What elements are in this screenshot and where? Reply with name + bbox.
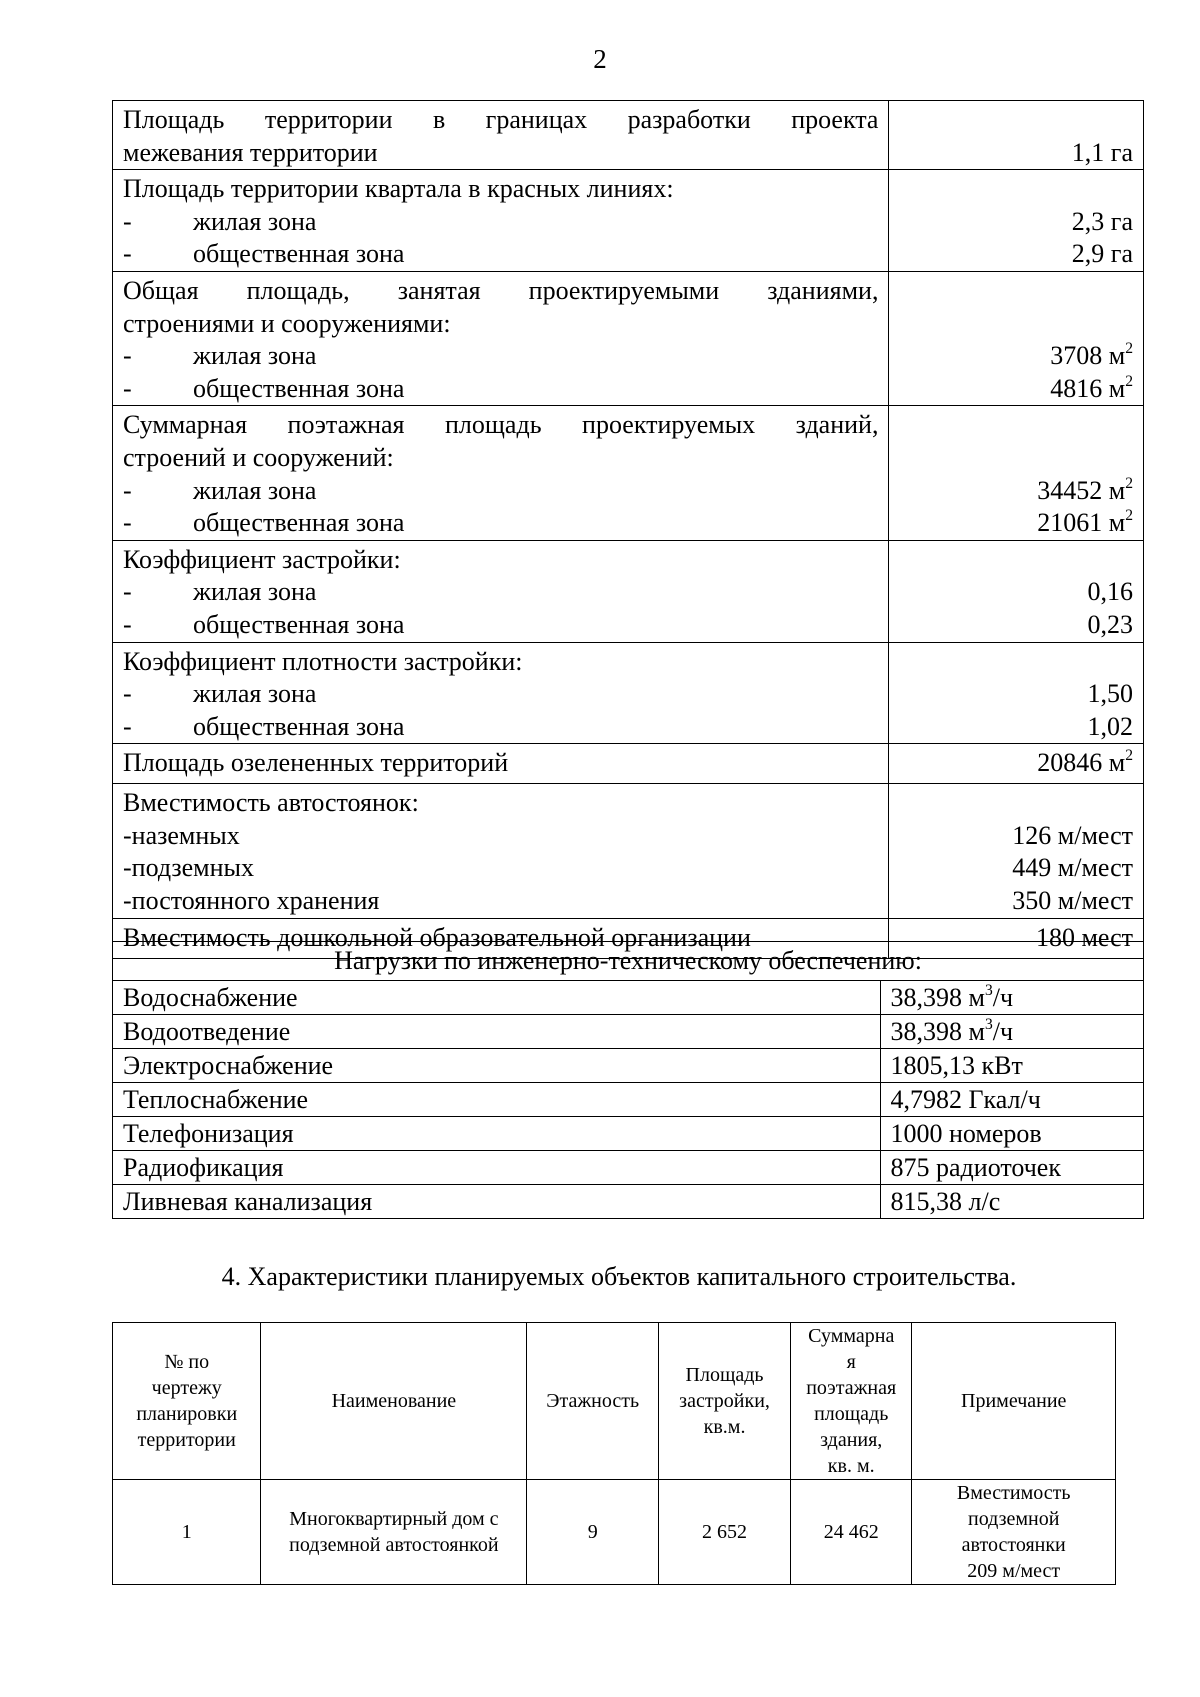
table-header-row xyxy=(113,1323,1116,1480)
label-cell xyxy=(113,784,889,918)
label-line: Площадь озелененных территорий xyxy=(123,748,509,778)
table-row xyxy=(113,406,1144,540)
label-line: Вместимость дошкольной образовательной организации xyxy=(123,922,751,952)
label-line: Общая площадь, занятая проектируемыми зданиями, xyxy=(123,275,879,305)
value-cell xyxy=(889,642,1144,744)
value-cell xyxy=(889,101,1144,170)
label-cell xyxy=(113,642,889,744)
value-cell xyxy=(889,406,1144,540)
table-row xyxy=(113,170,1144,272)
list-item: - жилая зона xyxy=(123,206,317,236)
list-item: - жилая зона xyxy=(123,679,317,709)
load-value: 1805,13 кВт xyxy=(880,1049,1143,1083)
value-cell xyxy=(889,784,1144,918)
list-item: - общественная зона xyxy=(123,711,405,741)
load-label: Водоснабжение xyxy=(113,981,881,1015)
table-row xyxy=(113,540,1144,642)
list-item: - жилая зона xyxy=(123,475,317,505)
value-text: 1,50 xyxy=(1087,679,1133,709)
table-row xyxy=(113,1083,1144,1117)
value-text: 2,9 га xyxy=(1071,239,1133,269)
table-row xyxy=(113,744,1144,784)
capital-objects-table xyxy=(112,1322,1116,1585)
table-row xyxy=(113,271,1144,405)
value-text: 20846 $м^2$ xyxy=(1037,747,1133,778)
value-cell xyxy=(889,540,1144,642)
cell-name: Многоквартирный дом с подземной автостоянкой xyxy=(261,1480,527,1585)
load-value: 1000 номеров xyxy=(880,1117,1143,1151)
value-text: 4816 $м^2$ xyxy=(1050,372,1133,403)
header-total-area: Суммарна я поэтажная площадь здания, кв. м. xyxy=(790,1323,911,1480)
value-text: 449 м/мест xyxy=(1012,853,1133,883)
value-text: 2,3 га xyxy=(1071,206,1133,236)
list-item: -наземных xyxy=(123,820,240,850)
cell-total-area: 24 462 xyxy=(790,1480,911,1585)
label-line: Вместимость автостоянок: xyxy=(123,788,419,818)
load-value: 38,398 $м^3/ч$ xyxy=(880,1015,1143,1049)
table-row xyxy=(113,1117,1144,1151)
load-label: Водоотведение xyxy=(113,1015,881,1049)
list-item: - общественная зона xyxy=(123,609,405,639)
value-text: 180 мест xyxy=(1035,922,1133,952)
label-cell xyxy=(113,406,889,540)
label-line: строений и сооружений: xyxy=(123,442,394,472)
load-label: Ливневая канализация xyxy=(113,1185,881,1219)
label-line: Коэффициент плотности застройки: xyxy=(123,646,523,676)
header-name: Наименование xyxy=(261,1323,527,1480)
value-text: 126 м/мест xyxy=(1012,820,1133,850)
label-line: Коэффициент застройки: xyxy=(123,544,401,574)
table-row xyxy=(113,1015,1144,1049)
engineering-loads-table xyxy=(112,941,1144,1219)
header-floors: Этажность xyxy=(527,1323,659,1480)
table-row xyxy=(113,1185,1144,1219)
value-text: 1,02 xyxy=(1087,711,1133,741)
header-note: Примечание xyxy=(912,1323,1116,1480)
table-row xyxy=(113,942,1144,981)
cell-num: 1 xyxy=(113,1480,261,1585)
label-line: Суммарная поэтажная площадь проектируемых зданий, xyxy=(123,410,879,440)
label-line: строениями и сооружениями: xyxy=(123,308,451,338)
label-line: Площадь территории в границах разработки проекта xyxy=(123,105,879,134)
load-label: Радиофикация xyxy=(113,1151,881,1185)
label-cell xyxy=(113,540,889,642)
label-cell xyxy=(113,170,889,272)
load-label: Теплоснабжение xyxy=(113,1083,881,1117)
load-value: 875 радиоточек xyxy=(880,1151,1143,1185)
table-row xyxy=(113,1049,1144,1083)
section-heading: 4. Характеристики планируемых объектов капитального строительства. xyxy=(221,1262,1017,1291)
value-cell xyxy=(889,170,1144,272)
cell-floors: 9 xyxy=(527,1480,659,1585)
table-row xyxy=(113,1480,1116,1585)
table-row xyxy=(113,981,1144,1015)
cell-note: Вместимость подземной автостоянки 209 м/мест xyxy=(912,1480,1116,1585)
table-row xyxy=(113,642,1144,744)
summary-table xyxy=(112,100,1144,959)
list-item: - жилая зона xyxy=(123,341,317,371)
label-line: Площадь территории квартала в красных линиях: xyxy=(123,174,674,204)
value-cell xyxy=(889,271,1144,405)
cell-area: 2 652 xyxy=(659,1480,791,1585)
load-value: 4,7982 Гкал/ч xyxy=(880,1083,1143,1117)
table-row xyxy=(113,101,1144,170)
list-item: -постоянного хранения xyxy=(123,886,380,916)
page-number: 2 xyxy=(593,44,607,74)
value-text: 0,23 xyxy=(1087,609,1133,639)
value-cell xyxy=(889,744,1144,784)
header-num: № по чертежу планировки территории xyxy=(113,1323,261,1480)
label-cell xyxy=(113,101,889,170)
value-text: 21061 $м^2$ xyxy=(1037,507,1133,538)
label-line: межевания территории xyxy=(123,137,378,167)
load-label: Электроснабжение xyxy=(113,1049,881,1083)
table-row xyxy=(113,1151,1144,1185)
value-text: 350 м/мест xyxy=(1012,886,1133,916)
list-item: - общественная зона xyxy=(123,239,405,269)
value-text: 3708 $м^2$ xyxy=(1050,340,1133,371)
label-cell xyxy=(113,271,889,405)
table-row xyxy=(113,784,1144,918)
value-text: 1,1 га xyxy=(1071,137,1133,167)
list-item: - общественная зона xyxy=(123,508,405,538)
label-cell xyxy=(113,744,889,784)
value-text: 0,16 xyxy=(1087,577,1133,607)
load-label: Телефонизация xyxy=(113,1117,881,1151)
header-area: Площадь застройки, кв.м. xyxy=(659,1323,791,1480)
value-text: 34452 $м^2$ xyxy=(1037,474,1133,505)
list-item: -подземных xyxy=(123,853,255,883)
list-item: - жилая зона xyxy=(123,577,317,607)
list-item: - общественная зона xyxy=(123,373,405,403)
loads-table-title: Нагрузки по инженерно-техническому обеспечению: xyxy=(113,942,1144,981)
load-value: 815,38 л/с xyxy=(880,1185,1143,1219)
load-value: 38,398 $м^3/ч$ xyxy=(880,981,1143,1015)
